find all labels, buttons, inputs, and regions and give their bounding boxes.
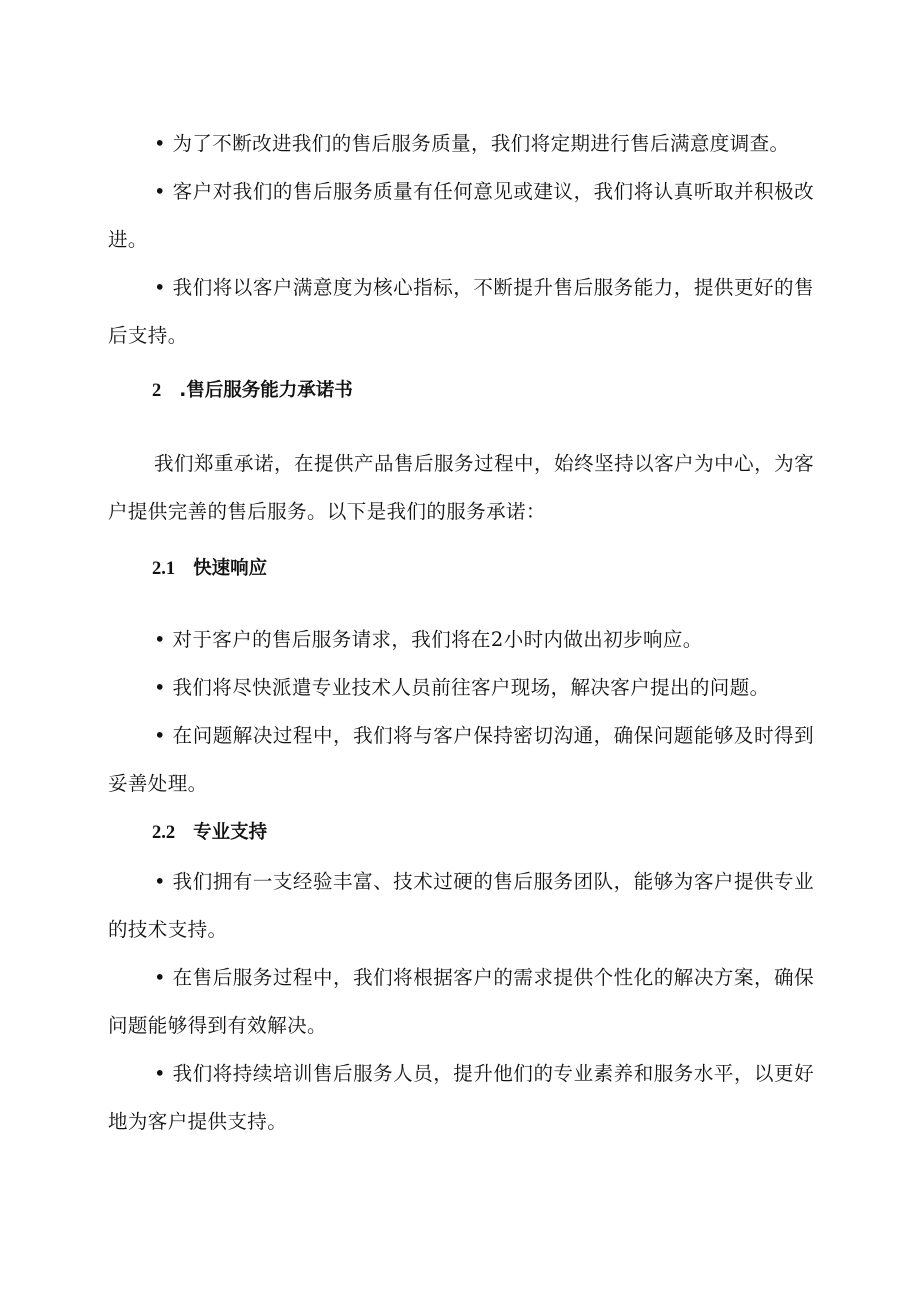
paragraph-bullet: • 在问题解决过程中，我们将与客户保持密切沟通，确保问题能够及时得到妥善处理。: [108, 724, 814, 795]
section-heading-2: [152, 376, 353, 406]
paragraph-bullet: • 我们拥有一支经验丰富、技术过硬的售后服务团队，能够为客户提供专业的技术支持。: [108, 870, 814, 941]
section-title: 快速响应: [193, 558, 268, 579]
paragraph-bullet: • 在售后服务过程中，我们将根据客户的需求提供个性化的解决方案，确保问题能够得到有效解决。: [108, 966, 814, 1037]
paragraph-bullet: • 我们将尽快派遣专业技术人员前往客户现场，解决客户提出的问题。: [154, 676, 770, 699]
section-number: 2.2: [152, 823, 176, 843]
section-title: .售后服务能力承诺书: [179, 380, 353, 401]
paragraph-bullet: • 为了不断改进我们的售后服务质量，我们将定期进行售后满意度调查。: [154, 132, 790, 155]
paragraph-intro: 我们郑重承诺，在提供产品售后服务过程中，始终坚持以客户为中心，为客户提供完善的售后服务。以下是我们的服务承诺：: [108, 452, 814, 523]
paragraph-bullet: • 我们将以客户满意度为核心指标，不断提升售后服务能力，提供更好的售后支持。: [108, 276, 814, 347]
section-number: 2: [152, 381, 162, 401]
section-heading-2-1: [152, 554, 267, 584]
section-heading-2-2: [152, 818, 267, 848]
paragraph-bullet: • 对于客户的售后服务请求，我们将在2小时内做出初步响应。: [154, 628, 703, 651]
paragraph-bullet: • 我们将持续培训售后服务人员，提升他们的专业素养和服务水平，以更好地为客户提供支持。: [108, 1062, 814, 1133]
paragraph-bullet: • 客户对我们的售后服务质量有任何意见或建议，我们将认真听取并积极改进。: [108, 180, 814, 251]
section-title: 专业支持: [193, 822, 268, 843]
section-number: 2.1: [152, 559, 176, 579]
